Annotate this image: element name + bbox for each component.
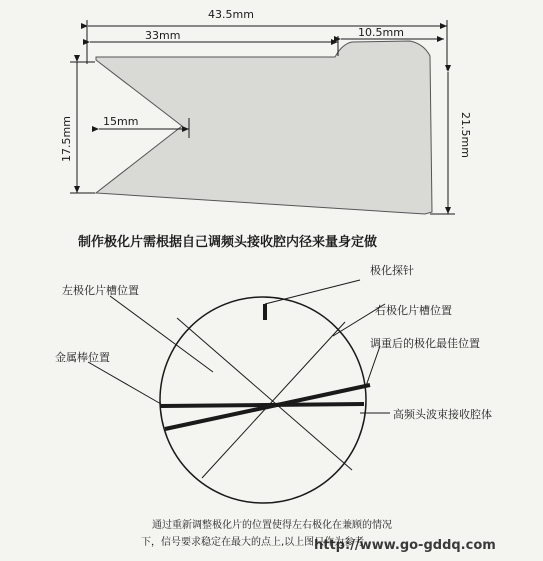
dim-upper-length: 33mm	[145, 29, 181, 42]
metal-rod-line	[161, 404, 364, 406]
dim-left-height: 17.5mm	[60, 116, 73, 162]
cavity-circle	[160, 297, 366, 503]
label-right-slot: 右极化片槽位置	[375, 304, 452, 317]
watermark-url: http://www.go-gddq.com	[314, 538, 496, 553]
label-best-position: 调重后的极化最佳位置	[370, 337, 480, 350]
label-metal-rod: 金属棒位置	[55, 351, 110, 364]
probe-caption: 制作极化片需根据自己调频头接收腔内径来量身定做	[78, 235, 378, 250]
label-probe-pin: 极化探针	[370, 264, 414, 277]
polarizer-plate	[96, 41, 432, 214]
dim-right-width: 10.5mm	[358, 26, 404, 39]
note-line-2: 下，信号要求稳定在最大的点上,以上图只作为参考	[141, 537, 365, 548]
note-line-1: 通过重新调整极化片的位置使得左右极化在兼顾的情况	[152, 520, 392, 531]
dim-total-length: 43.5mm	[208, 8, 254, 21]
probe-pin-mark	[263, 304, 267, 320]
label-cavity: 高频头波束接收腔体	[393, 408, 492, 421]
left-slot-leader	[110, 296, 213, 372]
dim-total-height: 21.5mm	[459, 112, 472, 158]
dim-notch-depth: 15mm	[103, 115, 139, 128]
label-left-slot: 左极化片槽位置	[62, 284, 139, 297]
metal-rod-leader	[88, 362, 161, 404]
left-slot-line	[202, 322, 345, 478]
probe-pin-leader	[265, 280, 360, 304]
best-position-leader	[366, 346, 380, 386]
